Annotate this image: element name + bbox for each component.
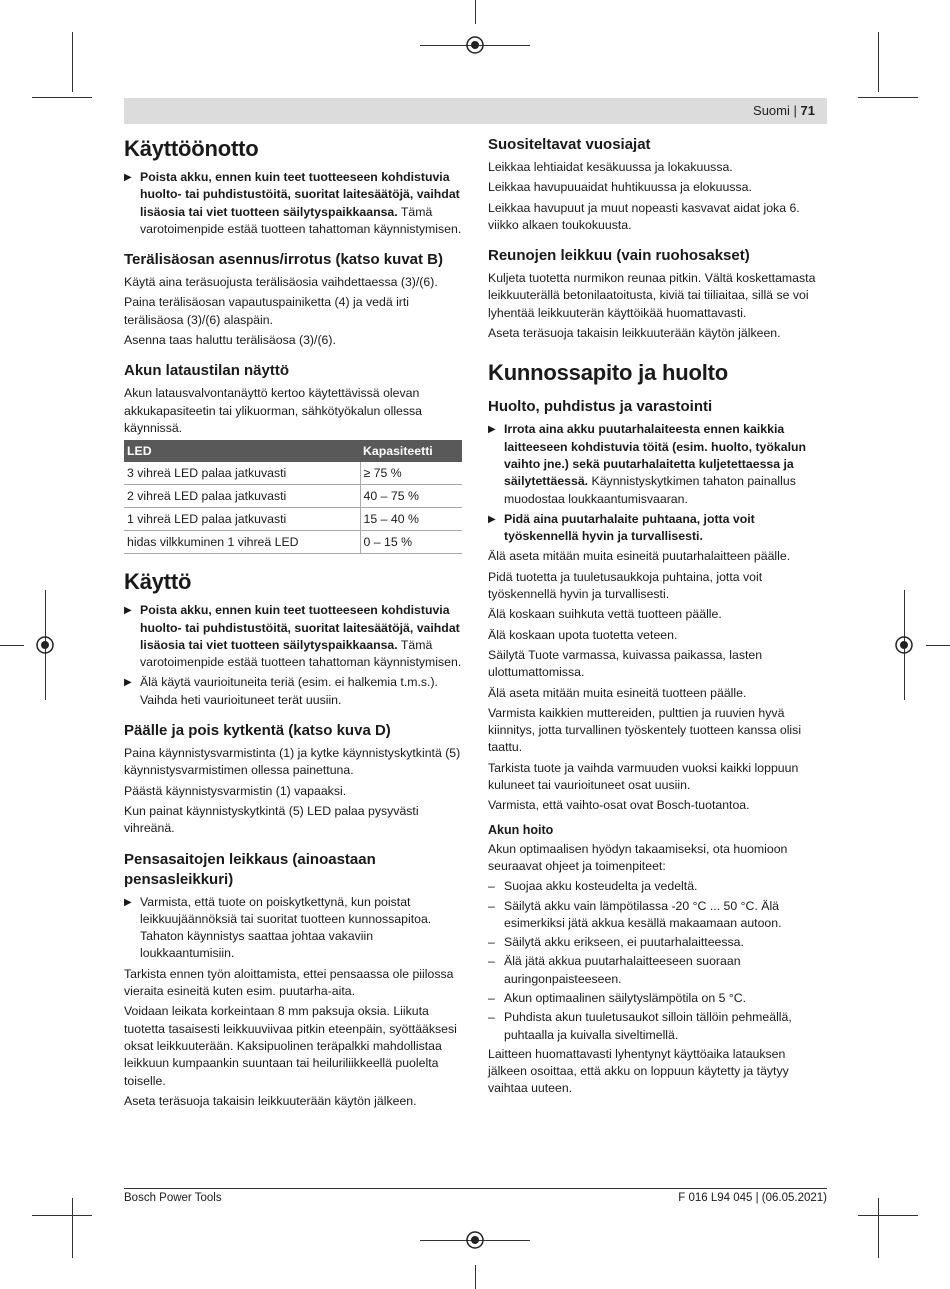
paragraph: Tarkista tuote ja vaihda varmuuden vuoksi kaikki loppuun kuluneet tai vaurioituneet osat uusiin. bbox=[488, 760, 799, 793]
paragraph: Voidaan leikata korkeintaan 8 mm paksuja oksia. Liikuta tuotetta tasaisesti leikkuuviivaa pitkin eteenpäin, syöttääksesi oksat leikkuuterään. Kaksipuolinen teräpalkki mahdollistaa leikkuun kumpaankin suuntaan tai heiluriliikkeellä puolelta toiselle. bbox=[124, 1004, 457, 1088]
table-header-cell: LED bbox=[124, 440, 360, 462]
table-row bbox=[124, 531, 462, 554]
heading-akun-lataustila: Akun lataustilan näyttö bbox=[124, 362, 290, 380]
triangle-bullet-icon: ▶ bbox=[488, 424, 496, 436]
triangle-bullet-icon: ▶ bbox=[124, 896, 132, 908]
list-item: – Suojaa akku kosteudelta ja vedeltä. bbox=[488, 878, 826, 895]
paragraph: Akun optimaalisen hyödyn takaamiseksi, ota huomioon seuraavat ohjeet ja toimenpiteet: bbox=[488, 841, 788, 873]
paragraph: Kun painat käynnistyskytkintä (5) LED palaa pysyvästi vihreänä. bbox=[124, 803, 419, 836]
list-item: – Älä jätä akkua puutarhalaitteeseen suoraan auringonpaisteeseen. bbox=[488, 954, 741, 986]
dash-bullet-icon: – bbox=[488, 1010, 495, 1025]
paragraph: Säilytä Tuote varmassa, kuivassa paikassa, lasten ulottumattomissa. bbox=[488, 647, 763, 680]
dash-bullet-icon: – bbox=[488, 954, 495, 969]
warning-bullet: ▶ Varmista, että tuote on poiskytkettynä, kun poistat leikkuujäännöksiä tai suoritat tuotteen kunnossapitoa. Tahaton käynnistys saattaa johtaa vakaviin loukkaantumisiin. bbox=[124, 894, 432, 961]
table-cell: 0 – 15 % bbox=[360, 531, 462, 554]
triangle-bullet-icon: ▶ bbox=[124, 605, 132, 617]
table-cell: ≥ 75 % bbox=[360, 462, 462, 485]
warning-bullet: ▶ Pidä aina puutarhalaite puhtaana, jotta voit työskennellä hyvin ja turvallisesti. bbox=[488, 511, 755, 544]
warning-bullet: ▶ Älä käytä vaurioituneita teriä (esim. ei halkemia t.m.s.). Vaihda heti vaurioituneet terät uusiin. bbox=[124, 675, 438, 707]
table-cell: 15 – 40 % bbox=[360, 508, 462, 531]
table-cell: 2 vihreä LED palaa jatkuvasti bbox=[124, 485, 360, 508]
paragraph: Tarkista ennen työn aloittamista, ettei pensaassa ole piilossa vieraita esineitä kuten esim. puutarha-aita. bbox=[124, 966, 454, 999]
paragraph: Kuljeta tuotetta nurmikon reunaa pitkin. Vältä koskettamasta leikkuuterällä betonilaatoitusta, kiviä tai tiiliaitaa, sillä se voi lyhentää leikkuuterän käyttöikää huomattavasti. bbox=[488, 271, 816, 320]
triangle-bullet-icon: ▶ bbox=[488, 513, 496, 525]
table-header-row bbox=[124, 440, 462, 462]
paragraph: Aseta teräsuoja takaisin leikkuuterään käytön jälkeen. bbox=[488, 326, 781, 341]
paragraph: Älä koskaan suihkuta vettä tuotteen päälle. bbox=[488, 607, 722, 622]
table-cell: 3 vihreä LED palaa jatkuvasti bbox=[124, 462, 360, 485]
warning-bullet: ▶ Poista akku, ennen kuin teet tuotteeseen kohdistuvia huolto- tai puhdistustöitä, suoritat laitesäätöjä, vaihdat lisäosia tai viet tuotteen säilytyspaikkaansa. Tämä varotoimenpide estää tuotteen tahattoman käynnistymisen. bbox=[124, 603, 462, 670]
dash-bullet-icon: – bbox=[488, 935, 495, 950]
footer-publisher: Bosch Power Tools bbox=[124, 1192, 222, 1204]
registration-mark-top-icon bbox=[465, 35, 485, 55]
paragraph: Päästä käynnistysvarmistin (1) vapaaksi. bbox=[124, 783, 347, 798]
warning-bullet: ▶ Poista akku, ennen kuin teet tuotteeseen kohdistuvia huolto- tai puhdistustöitä, suoritat laitesäätöjä, vaihdat lisäosia tai viet tuotteen säilytyspaikkaansa. Tämä varotoimenpide estää tuotteen tahattoman käynnistymisen. bbox=[124, 170, 462, 236]
paragraph: Leikkaa havupuut ja muut nopeasti kasvavat aidat joka 6. viikko alkaen toukokuusta. bbox=[488, 200, 800, 232]
dash-bullet-icon: – bbox=[488, 898, 495, 913]
registration-mark-left-icon bbox=[35, 635, 55, 655]
led-capacity-table bbox=[124, 440, 462, 554]
paragraph: Pidä tuotetta ja tuuletusaukkoja puhtaina, jotta voit työskennellä hyvin ja turvallisesti. bbox=[488, 569, 763, 602]
paragraph: Varmista kaikkien muttereiden, pulttien ja ruuvien hyvä kiinnitys, jotta turvallinen työskentely tuotteen kanssa olisi taattu. bbox=[488, 705, 802, 755]
heading-huolto-puhdistus: Huolto, puhdistus ja varastointi bbox=[488, 398, 713, 416]
paragraph: Akun latausvalvontanäyttö kertoo käytettävissä olevan akkukapasiteetin tai ylikuorman, sähkötyökalun ollessa käynnissä. bbox=[124, 386, 423, 435]
list-item: – Akun optimaalinen säilytyslämpötila on 5 °C. bbox=[488, 990, 826, 1007]
dash-bullet-icon: – bbox=[488, 879, 495, 894]
paragraph: Leikkaa lehtiaidat kesäkuussa ja lokakuussa. bbox=[488, 160, 733, 174]
registration-mark-right-icon bbox=[894, 635, 914, 655]
table-row bbox=[124, 462, 462, 485]
heading-suositeltavat-vuosiajat: Suositeltavat vuosiajat bbox=[488, 136, 651, 153]
triangle-bullet-icon: ▶ bbox=[124, 677, 132, 689]
paragraph: Asenna taas haluttu terälisäosa (3)/(6). bbox=[124, 333, 336, 348]
heading-kunnossapito: Kunnossapito ja huolto bbox=[488, 360, 729, 386]
heading-akun-hoito: Akun hoito bbox=[488, 822, 554, 837]
paragraph: Leikkaa havupuuaidat huhtikuussa ja elokuussa. bbox=[488, 180, 752, 195]
right-column bbox=[488, 135, 826, 1101]
paragraph: Laitteen huomattavasti lyhentynyt käyttöaika latauksen jälkeen osoittaa, että akku on loppuun käytetty ja täytyy vaihtaa uuteen. bbox=[488, 1046, 789, 1096]
paragraph: Aseta teräsuoja takaisin leikkuuterään käytön jälkeen. bbox=[124, 1093, 417, 1108]
dash-bullet-icon: – bbox=[488, 990, 495, 1005]
heading-reunojen-leikkuu: Reunojen leikkuu (vain ruohosakset) bbox=[488, 247, 750, 265]
heading-kayttoonotto: Käyttöönotto bbox=[124, 136, 259, 161]
list-item: – Säilytä akku vain lämpötilassa -20 °C ... 50 °C. Älä esimerkiksi jätä akkua kesällä makaamaan autoon. bbox=[488, 898, 782, 930]
table-header-cell: Kapasiteetti bbox=[360, 440, 462, 462]
heading-paalle-pois: Päälle ja pois kytkentä (katso kuva D) bbox=[124, 722, 391, 740]
list-item: – Säilytä akku erikseen, ei puutarhalaitteessa. bbox=[488, 934, 826, 951]
warning-bullet: ▶ Irrota aina akku puutarhalaiteesta ennen kaikkia laitteeseen kohdistuvia töitä (esim. huolto, työkalun vaihto jne.) sekä puutarhalaitetta kuljetettaessa ja säilytettäessä. Käynnistyskytkimen tahaton painallus muodostaa loukkaantumisvaaran. bbox=[488, 422, 807, 506]
footer-document-id: F 016 L94 045 | (06.05.2021) bbox=[678, 1192, 827, 1204]
table-cell: 1 vihreä LED palaa jatkuvasti bbox=[124, 508, 360, 531]
paragraph: Älä koskaan upota tuotetta veteen. bbox=[488, 627, 678, 642]
table-row bbox=[124, 508, 462, 531]
table-cell: 40 – 75 % bbox=[360, 485, 462, 508]
page-header bbox=[124, 98, 827, 124]
page-number-label: Suomi | 71 bbox=[753, 103, 815, 118]
left-column bbox=[124, 135, 462, 1113]
paragraph: Käytä aina teräsuojusta terälisäosia vaihdettaessa (3)/(6). bbox=[124, 275, 438, 290]
paragraph: Varmista, että vaihto-osat ovat Bosch-tuotantoa. bbox=[488, 798, 750, 813]
table-row bbox=[124, 485, 462, 508]
triangle-bullet-icon: ▶ bbox=[124, 172, 132, 183]
paragraph: Paina terälisäosan vapautuspainiketta (4) ja vedä irti terälisäosa (3)/(6) alaspäin. bbox=[124, 295, 410, 327]
list-item: – Puhdista akun tuuletusaukot silloin tällöin pehmeällä, puhtaalla ja kuivalla siveltimellä. bbox=[488, 1010, 792, 1042]
heading-terasasennus: Terälisäosan asennus/irrotus (katso kuvat B) bbox=[124, 251, 443, 269]
paragraph: Älä aseta mitään muita esineitä puutarhalaitteen päälle. bbox=[488, 549, 791, 564]
paragraph: Älä aseta mitään muita esineitä tuotteen päälle. bbox=[488, 685, 747, 700]
paragraph: Paina käynnistysvarmistinta (1) ja kytke käynnistyskytkintä (5) käynnistysvarmistimen ollessa painettuna. bbox=[124, 746, 461, 778]
table-cell: hidas vilkkuminen 1 vihreä LED bbox=[124, 531, 360, 554]
footer-rule bbox=[124, 1188, 827, 1189]
registration-mark-bottom-icon bbox=[465, 1230, 485, 1250]
heading-kaytto: Käyttö bbox=[124, 569, 192, 595]
heading-pensasaidat: Pensasaitojen leikkaus (ainoastaan pensasleikkuri) bbox=[124, 850, 376, 888]
